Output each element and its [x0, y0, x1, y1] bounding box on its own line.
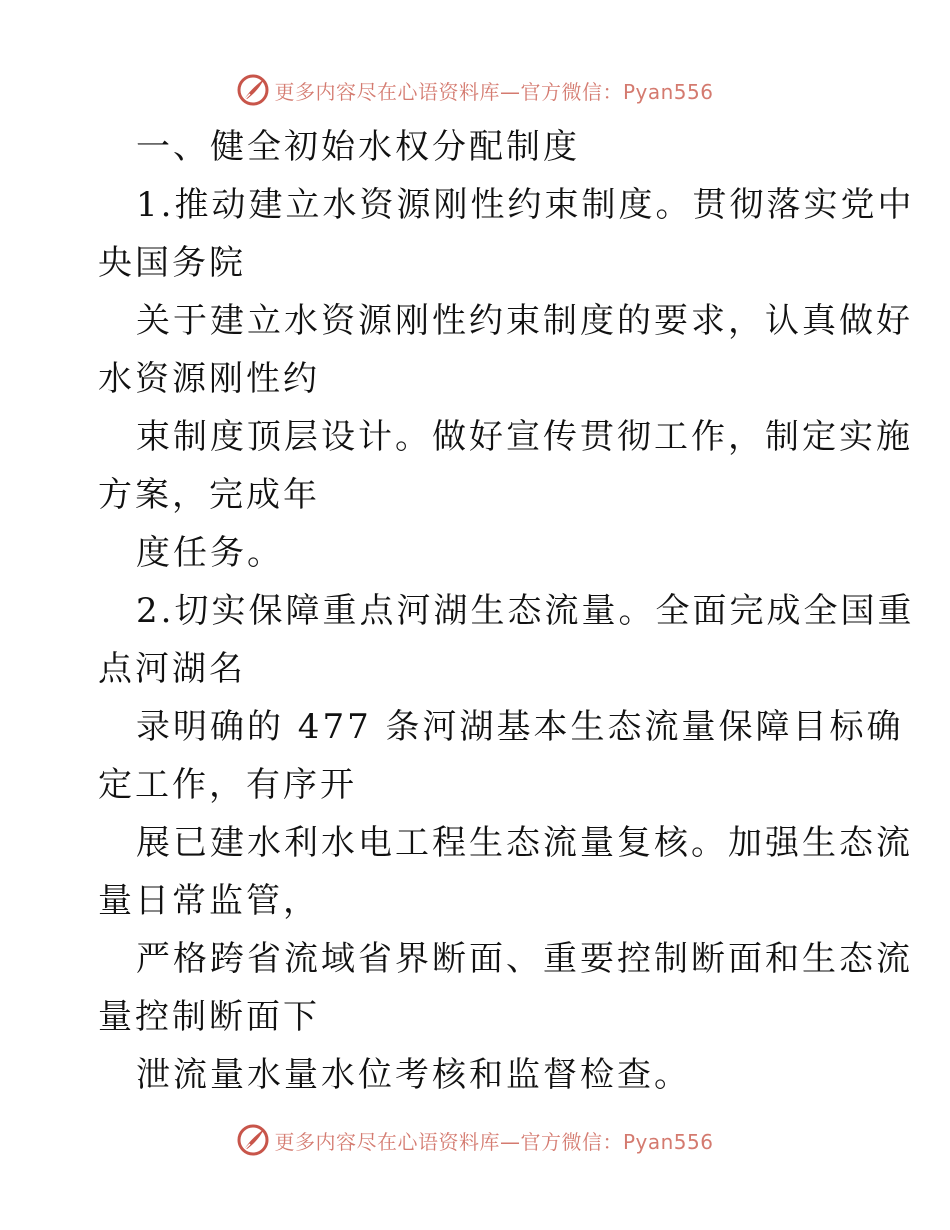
header-banner-content — [236, 73, 713, 107]
paragraph-line: 关于建立水资源刚性约束制度的要求，认真做好 — [136, 301, 913, 341]
paragraph-line: 方案，完成年 — [98, 475, 320, 515]
paragraph-line: 2.切实保障重点河湖生态流量。全面完成全国重 — [136, 591, 915, 631]
paragraph-line: 束制度顶层设计。做好宣传贯彻工作，制定实施 — [136, 417, 913, 457]
paragraph-line: 点河湖名 — [98, 649, 246, 689]
header-banner-text: 更多内容尽在心语资料库—官方微信：Pyan556 — [274, 79, 714, 104]
paragraph-line: 量日常监管， — [98, 881, 320, 921]
footer-banner — [0, 1120, 950, 1160]
header-banner — [0, 70, 950, 110]
paragraph-line: 央国务院 — [98, 243, 246, 283]
paragraph-line: 量控制断面下 — [98, 997, 320, 1037]
footer-banner-text: 更多内容尽在心语资料库—官方微信：Pyan556 — [274, 1129, 714, 1154]
paragraph-line: 1.推动建立水资源刚性约束制度。贯彻落实党中 — [136, 185, 915, 225]
paragraph-line: 严格跨省流域省界断面、重要控制断面和生态流 — [136, 939, 913, 979]
footer-banner-content — [236, 1123, 713, 1157]
paragraph-line: 度任务。 — [136, 533, 284, 573]
section-heading: 一、健全初始水权分配制度 — [136, 127, 580, 167]
paragraph-line: 水资源刚性约 — [98, 359, 320, 399]
paragraph-line: 定工作，有序开 — [98, 765, 357, 805]
paragraph-line: 录明确的 477 条河湖基本生态流量保障目标确 — [136, 707, 904, 747]
feather-quill-seal-icon — [236, 1123, 270, 1157]
paragraph-line: 展已建水利水电工程生态流量复核。加强生态流 — [136, 823, 913, 863]
document-body — [98, 118, 915, 1104]
paragraph-line: 泄流量水量水位考核和监督检查。 — [136, 1055, 691, 1095]
feather-quill-seal-icon — [236, 73, 270, 107]
